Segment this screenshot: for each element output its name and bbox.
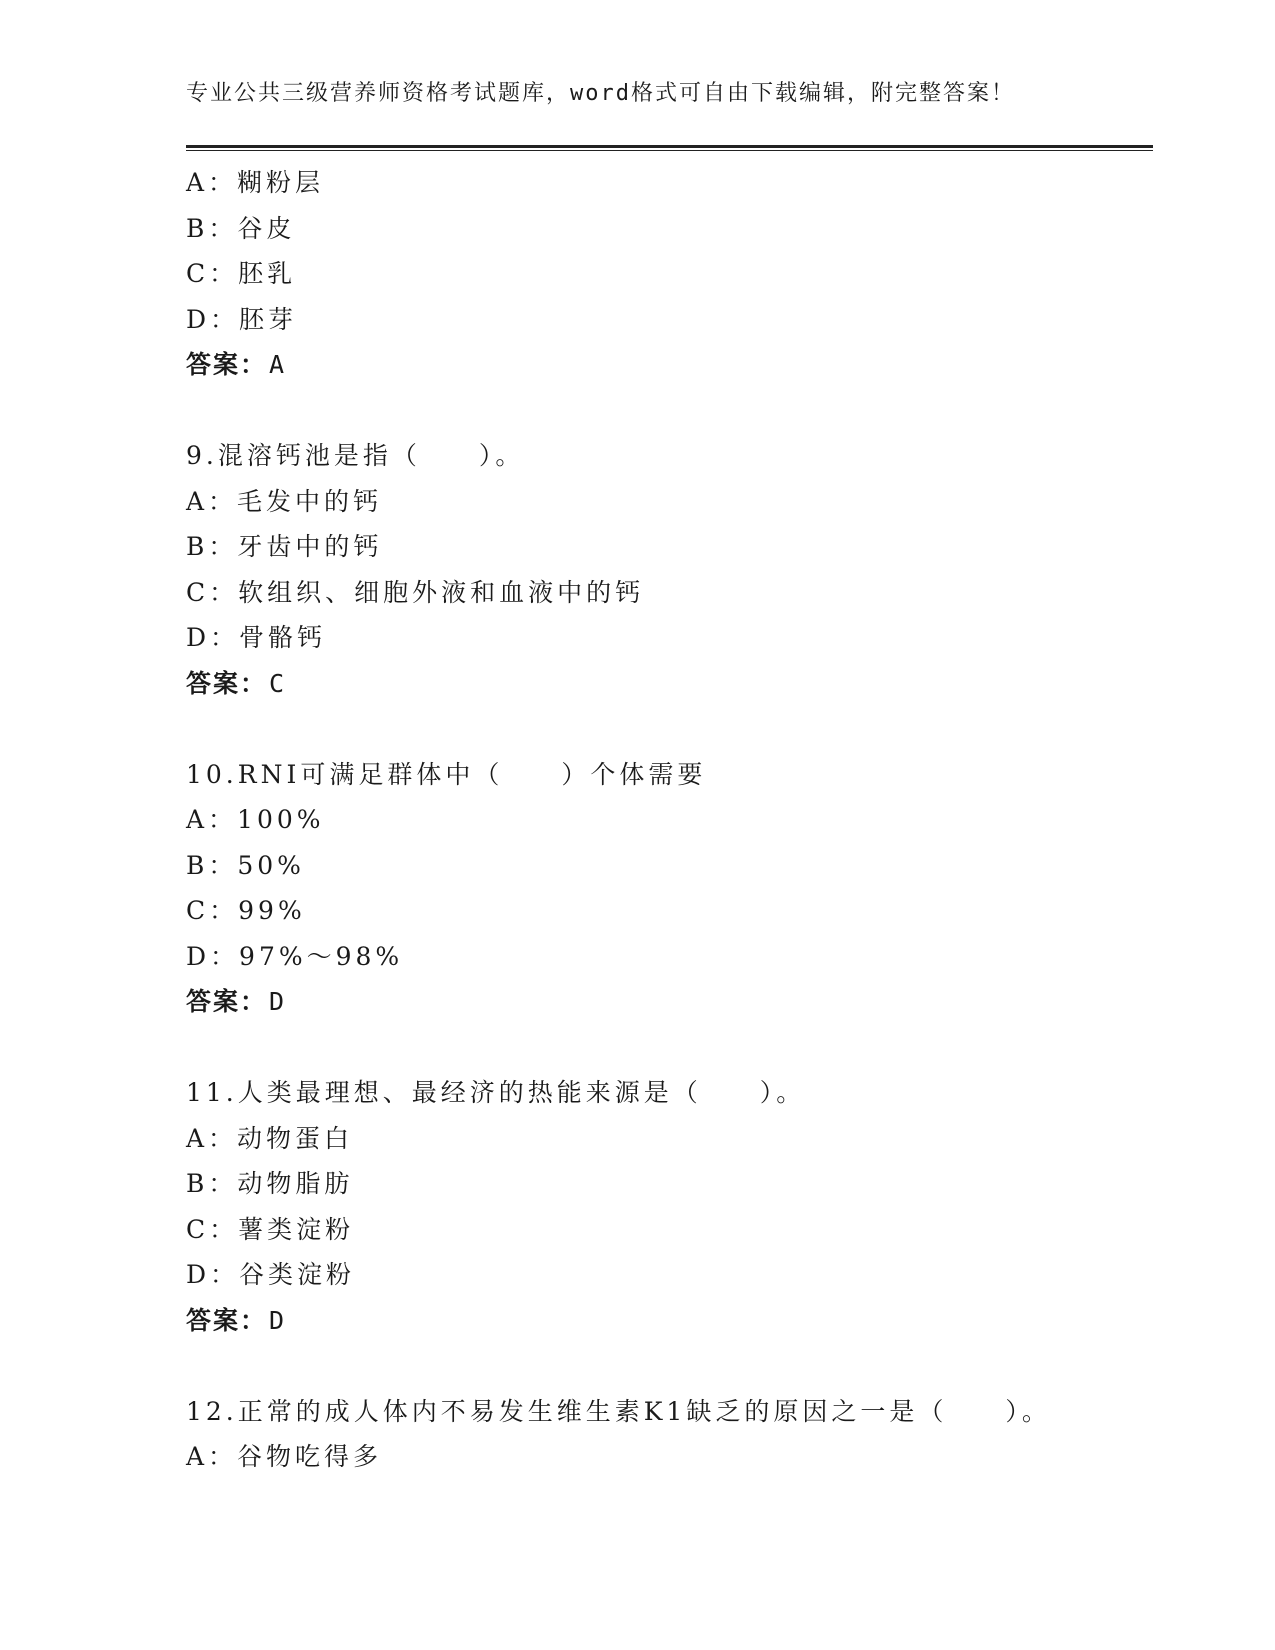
option-a: A：毛发中的钙	[186, 486, 383, 516]
option-d: D：骨骼钙	[186, 623, 327, 652]
answer-value: D	[269, 987, 287, 1016]
spacer	[186, 1025, 1146, 1071]
header-rule	[186, 145, 1153, 151]
page-header: 专业公共三级营养师资格考试题库，word格式可自由下载编辑，附完整答案！	[186, 81, 1015, 106]
spacer	[186, 1343, 1146, 1389]
answer-label: 答案：	[186, 668, 268, 698]
option-c: C：软组织、细胞外液和血液中的钙	[186, 577, 645, 607]
option-d: D：97%～98%	[186, 941, 404, 971]
answer-line	[186, 342, 1146, 388]
option-a: A：动物蛋白	[186, 1123, 354, 1153]
spacer	[186, 706, 1146, 752]
answer-line	[186, 1298, 1146, 1344]
question-text: 10.RNI可满足群体中（ ）个体需要	[186, 759, 707, 789]
answer-value: D	[269, 1305, 287, 1335]
option-a: A：100%	[186, 805, 325, 834]
question-text: 9.混溶钙池是指（ ）。	[186, 441, 525, 470]
option-b: B：动物脂肪	[186, 1169, 354, 1198]
spacer	[186, 388, 1146, 434]
option-d: D：谷类淀粉	[186, 1260, 356, 1289]
option-b: B：牙齿中的钙	[186, 532, 383, 561]
option-c: C：99%	[186, 896, 306, 925]
option-a: A：谷物吃得多	[186, 1442, 383, 1471]
option-d: D：胚芽	[186, 304, 298, 334]
question-text: 12.正常的成人体内不易发生维生素K1缺乏的原因之一是（ ）。	[186, 1396, 1051, 1426]
answer-value: A	[269, 350, 287, 379]
question-list	[186, 160, 1146, 1480]
answer-value: C	[269, 668, 287, 698]
option-b: B：谷皮	[186, 213, 296, 243]
option-b: B：50%	[186, 850, 305, 880]
option-c: C：胚乳	[186, 259, 297, 288]
answer-label: 答案：	[186, 1305, 268, 1335]
answer-line	[186, 661, 1146, 707]
option-c: C：薯类淀粉	[186, 1214, 355, 1244]
answer-label: 答案：	[186, 350, 268, 379]
option-a: A：糊粉层	[186, 168, 325, 197]
answer-line	[186, 979, 1146, 1025]
question-text: 11.人类最理想、最经济的热能来源是（ ）。	[186, 1078, 806, 1107]
answer-label: 答案：	[186, 987, 268, 1016]
